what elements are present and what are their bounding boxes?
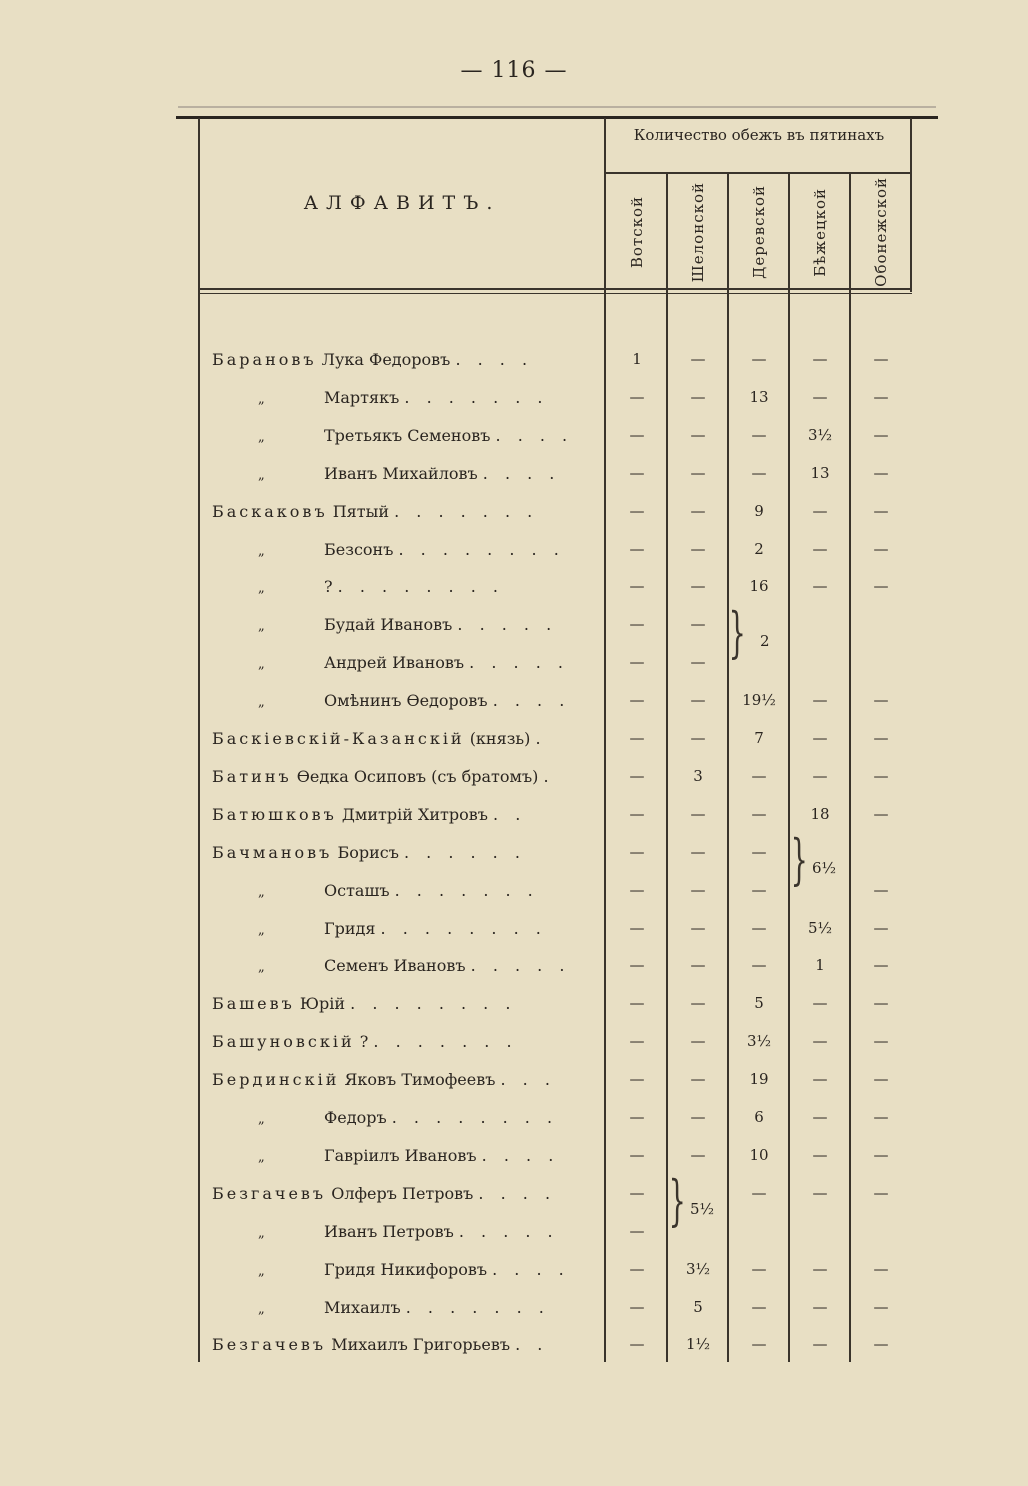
brace-value-derevskoy: 2 [760, 632, 770, 650]
table-cell: — [751, 805, 767, 823]
given-name: ? [324, 577, 333, 596]
surname: Батюшковъ [212, 805, 337, 824]
table-cell: — [690, 691, 706, 709]
table-cell: — [873, 540, 889, 558]
row-name [258, 1298, 600, 1317]
group-header-rule [606, 172, 910, 174]
table-cell: 18 [810, 805, 830, 823]
table-cell: — [873, 350, 889, 368]
top-thin-rule [178, 106, 936, 108]
leader-dots: . . . . . . . . [380, 919, 547, 938]
given-name: Михаилъ Григорьевъ [331, 1335, 511, 1354]
table-cell: — [629, 1108, 645, 1126]
table-cell: — [812, 577, 828, 595]
table-cell: — [812, 1032, 828, 1050]
given-name: Дмитрій Хитровъ [341, 805, 488, 824]
ditto-mark: „ [258, 1150, 265, 1165]
row-name [258, 426, 600, 445]
surname: Бердинскій [212, 1070, 340, 1089]
given-name: Омѣнинъ Ѳедоровъ [324, 691, 488, 710]
table-cell: — [690, 426, 706, 444]
ditto-mark: „ [258, 695, 265, 710]
table-row [0, 1064, 1028, 1102]
table-cell: — [690, 388, 706, 406]
given-name: Иванъ Михайловъ [324, 464, 478, 483]
table-row [0, 420, 1028, 458]
table-cell: — [812, 691, 828, 709]
row-name [212, 1070, 600, 1089]
page-number: — 116 — [460, 58, 568, 83]
leader-dots: . . . . . . . [373, 1032, 518, 1051]
brace-bezhetskoy: } [790, 828, 808, 891]
leader-dots: . . [493, 805, 527, 824]
table-cell: 16 [749, 577, 769, 595]
table-row [0, 761, 1028, 799]
table-top-rule [176, 116, 938, 119]
table-cell: — [690, 615, 706, 633]
table-cell: — [629, 805, 645, 823]
table-cell: — [812, 1184, 828, 1202]
table-cell: — [690, 1108, 706, 1126]
leader-dots: . . . . . [457, 615, 558, 634]
table-cell: — [873, 1146, 889, 1164]
table-row [0, 1216, 1028, 1254]
table-cell: — [629, 956, 645, 974]
table-cell: — [812, 767, 828, 785]
table-cell: — [690, 843, 706, 861]
table-cell: — [629, 464, 645, 482]
table-row [0, 534, 1028, 572]
table-row [0, 1178, 1028, 1216]
row-name [258, 1260, 600, 1279]
given-name: Лука Федоровъ [321, 350, 451, 369]
row-name [212, 350, 600, 369]
table-cell: — [629, 1146, 645, 1164]
table-cell: — [629, 1070, 645, 1088]
leader-dots: . . . . [482, 464, 561, 483]
row-name [258, 919, 600, 938]
row-name [258, 577, 600, 596]
table-row [0, 1140, 1028, 1178]
row-name [212, 843, 600, 862]
table-cell: — [812, 1108, 828, 1126]
table-cell: — [629, 615, 645, 633]
row-name [212, 729, 600, 748]
column-header-obonezhskoy: Обонежской [872, 177, 890, 287]
table-cell: — [873, 1032, 889, 1050]
table-cell: — [812, 502, 828, 520]
table-cell: — [812, 1298, 828, 1316]
ditto-mark: „ [258, 1112, 265, 1127]
given-name: Третьякъ Семеновъ [324, 426, 491, 445]
table-row [0, 950, 1028, 988]
table-cell: — [751, 1335, 767, 1353]
table-cell: — [751, 843, 767, 861]
table-cell: — [629, 691, 645, 709]
row-name [212, 767, 600, 786]
table-cell: — [690, 577, 706, 595]
table-cell: — [629, 843, 645, 861]
row-name [258, 956, 600, 975]
column-header-derevskoy: Деревской [750, 185, 768, 279]
brace-shelonskoy: } [668, 1169, 686, 1232]
table-cell: — [690, 350, 706, 368]
row-name [258, 464, 600, 483]
given-name: Осташъ [324, 881, 390, 900]
given-name: Юрій [299, 994, 346, 1013]
leader-dots: . . . . . . . . [391, 1108, 559, 1127]
table-cell: — [873, 691, 889, 709]
surname: Башуновскій [212, 1032, 355, 1051]
leader-dots: . . . . [455, 350, 534, 369]
given-name: Иванъ Петровъ [324, 1222, 454, 1241]
given-name: Безсонъ [324, 540, 394, 559]
given-name: Гавріилъ Ивановъ [324, 1146, 477, 1165]
surname: Барановъ [212, 350, 317, 369]
table-cell: — [629, 1222, 645, 1240]
table-cell: 3 [693, 767, 703, 785]
row-name [212, 502, 600, 521]
table-cell: — [690, 956, 706, 974]
leader-dots: . . . . . [469, 653, 569, 672]
given-name: Яковъ Тимофеевъ [344, 1070, 496, 1089]
table-cell: — [873, 464, 889, 482]
table-cell: 5½ [807, 919, 833, 937]
table-cell: — [690, 1070, 706, 1088]
leader-dots: . . . . . . . [405, 1298, 550, 1317]
table-cell: — [812, 1335, 828, 1353]
leader-dots: . . . [500, 1070, 556, 1089]
table-cell: — [873, 956, 889, 974]
ditto-mark: „ [258, 1226, 265, 1241]
leader-dots: . . [515, 1335, 549, 1354]
table-row [0, 1254, 1028, 1292]
surname: Безгачевъ [212, 1184, 327, 1203]
table-cell: 19½ [742, 691, 776, 709]
table-row [0, 799, 1028, 837]
brace-derevskoy: } [728, 601, 746, 664]
table-cell: — [812, 1146, 828, 1164]
table-cell: — [751, 1184, 767, 1202]
table-cell: — [873, 805, 889, 823]
table-cell: — [629, 1298, 645, 1316]
table-cell: — [690, 919, 706, 937]
ditto-mark: „ [258, 468, 265, 483]
table-cell: — [873, 767, 889, 785]
table-cell: 1 [815, 956, 825, 974]
given-name: Борисъ [337, 843, 399, 862]
table-cell: — [629, 388, 645, 406]
table-cell: — [873, 881, 889, 899]
table-cell: — [690, 1032, 706, 1050]
table-cell: 3½ [685, 1260, 711, 1278]
leader-dots: . . . . [492, 1260, 570, 1279]
table-row [0, 647, 1028, 685]
column-header-bezhetskoy: Бѣжецкой [811, 187, 829, 277]
table-cell: 3½ [807, 426, 833, 444]
table-cell: — [629, 1032, 645, 1050]
table-cell: — [690, 502, 706, 520]
given-name: Михаилъ [324, 1298, 401, 1317]
table-cell: — [629, 653, 645, 671]
leader-dots: . . . . . . . . [350, 994, 517, 1013]
table-cell: — [690, 881, 706, 899]
table-cell: — [751, 1260, 767, 1278]
table-row [0, 382, 1028, 420]
ditto-mark: „ [258, 581, 265, 596]
leader-dots: . . . . [481, 1146, 560, 1165]
table-cell: — [751, 426, 767, 444]
table-cell: — [873, 919, 889, 937]
table-row [0, 458, 1028, 496]
table-cell: — [812, 1260, 828, 1278]
ditto-mark: „ [258, 392, 265, 407]
table-cell: — [690, 994, 706, 1012]
leader-dots: . . . . . . . [394, 502, 539, 521]
leader-dots: . . . . . . [403, 843, 526, 862]
table-cell: — [629, 1260, 645, 1278]
column-header-votskoy: Вотской [628, 195, 646, 269]
table-row [0, 496, 1028, 534]
row-name [258, 691, 600, 710]
given-name: Федоръ [324, 1108, 387, 1127]
ditto-mark: „ [258, 1302, 265, 1317]
alphabet-header: АЛФАВИТЪ. [303, 192, 501, 214]
table-cell: — [812, 350, 828, 368]
table-row [0, 609, 1028, 647]
quantity-group-header: Количество обежъ въ пятинахъ [633, 126, 885, 144]
row-name [258, 1146, 600, 1165]
table-cell: 10 [749, 1146, 769, 1164]
table-cell: — [690, 729, 706, 747]
leader-dots: . . . . . . . [404, 388, 549, 407]
ditto-mark: „ [258, 544, 265, 559]
given-name: Мартякъ [324, 388, 400, 407]
leader-dots: . . . . . [458, 1222, 559, 1241]
ditto-mark: „ [258, 960, 265, 975]
given-name: Будай Ивановъ [324, 615, 453, 634]
table-cell: — [629, 767, 645, 785]
table-cell: 5 [754, 994, 764, 1012]
table-cell: 5 [693, 1298, 703, 1316]
table-cell: — [873, 577, 889, 595]
table-cell: — [812, 1070, 828, 1088]
table-cell: — [629, 1184, 645, 1202]
given-name: Олферъ Петровъ [331, 1184, 474, 1203]
leader-dots: . [543, 767, 555, 786]
table-cell: — [751, 881, 767, 899]
leader-dots: . . . . . [470, 956, 571, 975]
table-cell: — [690, 653, 706, 671]
given-name: Гридя Никифоровъ [324, 1260, 488, 1279]
table-cell: 9 [754, 502, 764, 520]
leader-dots: . . . . [495, 426, 574, 445]
row-name [212, 1032, 600, 1051]
leader-dots: . . . . . . . . [398, 540, 565, 559]
table-cell: — [873, 1070, 889, 1088]
table-cell: 19 [749, 1070, 769, 1088]
surname: Батинъ [212, 767, 292, 786]
surname: Баскіевскій-Казанскій [212, 729, 465, 748]
header-bottom-rule [200, 288, 912, 290]
table-cell: 6 [754, 1108, 764, 1126]
leader-dots: . . . . [478, 1184, 557, 1203]
table-cell: — [629, 426, 645, 444]
table-cell: — [873, 426, 889, 444]
table-cell: — [690, 540, 706, 558]
table-cell: — [629, 1335, 645, 1353]
table-row [0, 875, 1028, 913]
table-cell: 7 [754, 729, 764, 747]
given-name: Андрей Ивановъ [324, 653, 465, 672]
ditto-mark: „ [258, 430, 265, 445]
table-cell: — [751, 464, 767, 482]
table-cell: — [690, 1146, 706, 1164]
given-name: Гридя [324, 919, 376, 938]
table-cell: — [629, 994, 645, 1012]
table-cell: — [873, 729, 889, 747]
table-row [0, 723, 1028, 761]
table-cell: — [812, 729, 828, 747]
surname: Башевъ [212, 994, 295, 1013]
surname: Бачмановъ [212, 843, 333, 862]
row-name [212, 805, 600, 824]
leader-dots: . . . . [492, 691, 571, 710]
table-cell: — [751, 350, 767, 368]
table-row [0, 1102, 1028, 1140]
table-cell: — [873, 994, 889, 1012]
table-row [0, 685, 1028, 723]
table-cell: — [629, 919, 645, 937]
table-cell: — [812, 388, 828, 406]
table-cell: — [812, 994, 828, 1012]
surname: Безгачевъ [212, 1335, 327, 1354]
table-cell: 2 [754, 540, 764, 558]
table-cell: — [629, 729, 645, 747]
leader-dots: . [535, 729, 547, 748]
table-cell: 3½ [746, 1032, 772, 1050]
table-cell: 13 [810, 464, 830, 482]
given-name: Ѳедка Осиповъ (съ братомъ) [296, 767, 539, 786]
table-cell: — [751, 956, 767, 974]
table-cell: — [873, 502, 889, 520]
table-row [0, 988, 1028, 1026]
table-cell: — [629, 577, 645, 595]
table-row [0, 1026, 1028, 1064]
given-name: Семенъ Ивановъ [324, 956, 466, 975]
row-name [258, 1108, 600, 1127]
table-cell: — [873, 1298, 889, 1316]
table-cell: — [873, 1184, 889, 1202]
table-cell: — [812, 540, 828, 558]
table-cell: — [690, 464, 706, 482]
table-cell: 1½ [685, 1335, 711, 1353]
table-cell: — [751, 919, 767, 937]
table-cell: — [690, 805, 706, 823]
table-row [0, 344, 1028, 382]
row-name [258, 881, 600, 900]
table-row [0, 1329, 1028, 1367]
table-cell: — [629, 502, 645, 520]
table-cell: — [873, 388, 889, 406]
brace-value-bezhetskoy: 6½ [812, 859, 837, 877]
leader-dots: . . . . . . . . [337, 577, 504, 596]
table-cell: — [873, 1108, 889, 1126]
table-cell: — [751, 1298, 767, 1316]
column-header-shelonskoy: Шелонской [689, 181, 707, 283]
given-name: (князь) [469, 729, 531, 748]
row-name [258, 540, 600, 559]
ditto-mark: „ [258, 923, 265, 938]
table-cell: — [751, 767, 767, 785]
table-cell: — [873, 1335, 889, 1353]
row-name [258, 388, 600, 407]
table-cell: — [629, 540, 645, 558]
table-row [0, 1292, 1028, 1330]
ditto-mark: „ [258, 885, 265, 900]
ditto-mark: „ [258, 1264, 265, 1279]
leader-dots: . . . . . . . [394, 881, 539, 900]
given-name: Пятый [332, 502, 390, 521]
table-row [0, 913, 1028, 951]
row-name [212, 1184, 600, 1203]
table-cell: 1 [632, 350, 642, 368]
row-name [258, 1222, 600, 1241]
header-bottom-rule-2 [200, 293, 912, 294]
brace-value-shelonskoy: 5½ [690, 1200, 715, 1218]
ditto-mark: „ [258, 619, 265, 634]
table-cell: — [873, 1260, 889, 1278]
surname: Баскаковъ [212, 502, 328, 521]
given-name: ? [359, 1032, 369, 1051]
table-row [0, 837, 1028, 875]
row-name [212, 1335, 600, 1354]
table-cell: — [629, 881, 645, 899]
table-row [0, 571, 1028, 609]
row-name [258, 615, 600, 634]
row-name [212, 994, 600, 1013]
ditto-mark: „ [258, 657, 265, 672]
row-name [258, 653, 600, 672]
table-cell: 13 [749, 388, 769, 406]
